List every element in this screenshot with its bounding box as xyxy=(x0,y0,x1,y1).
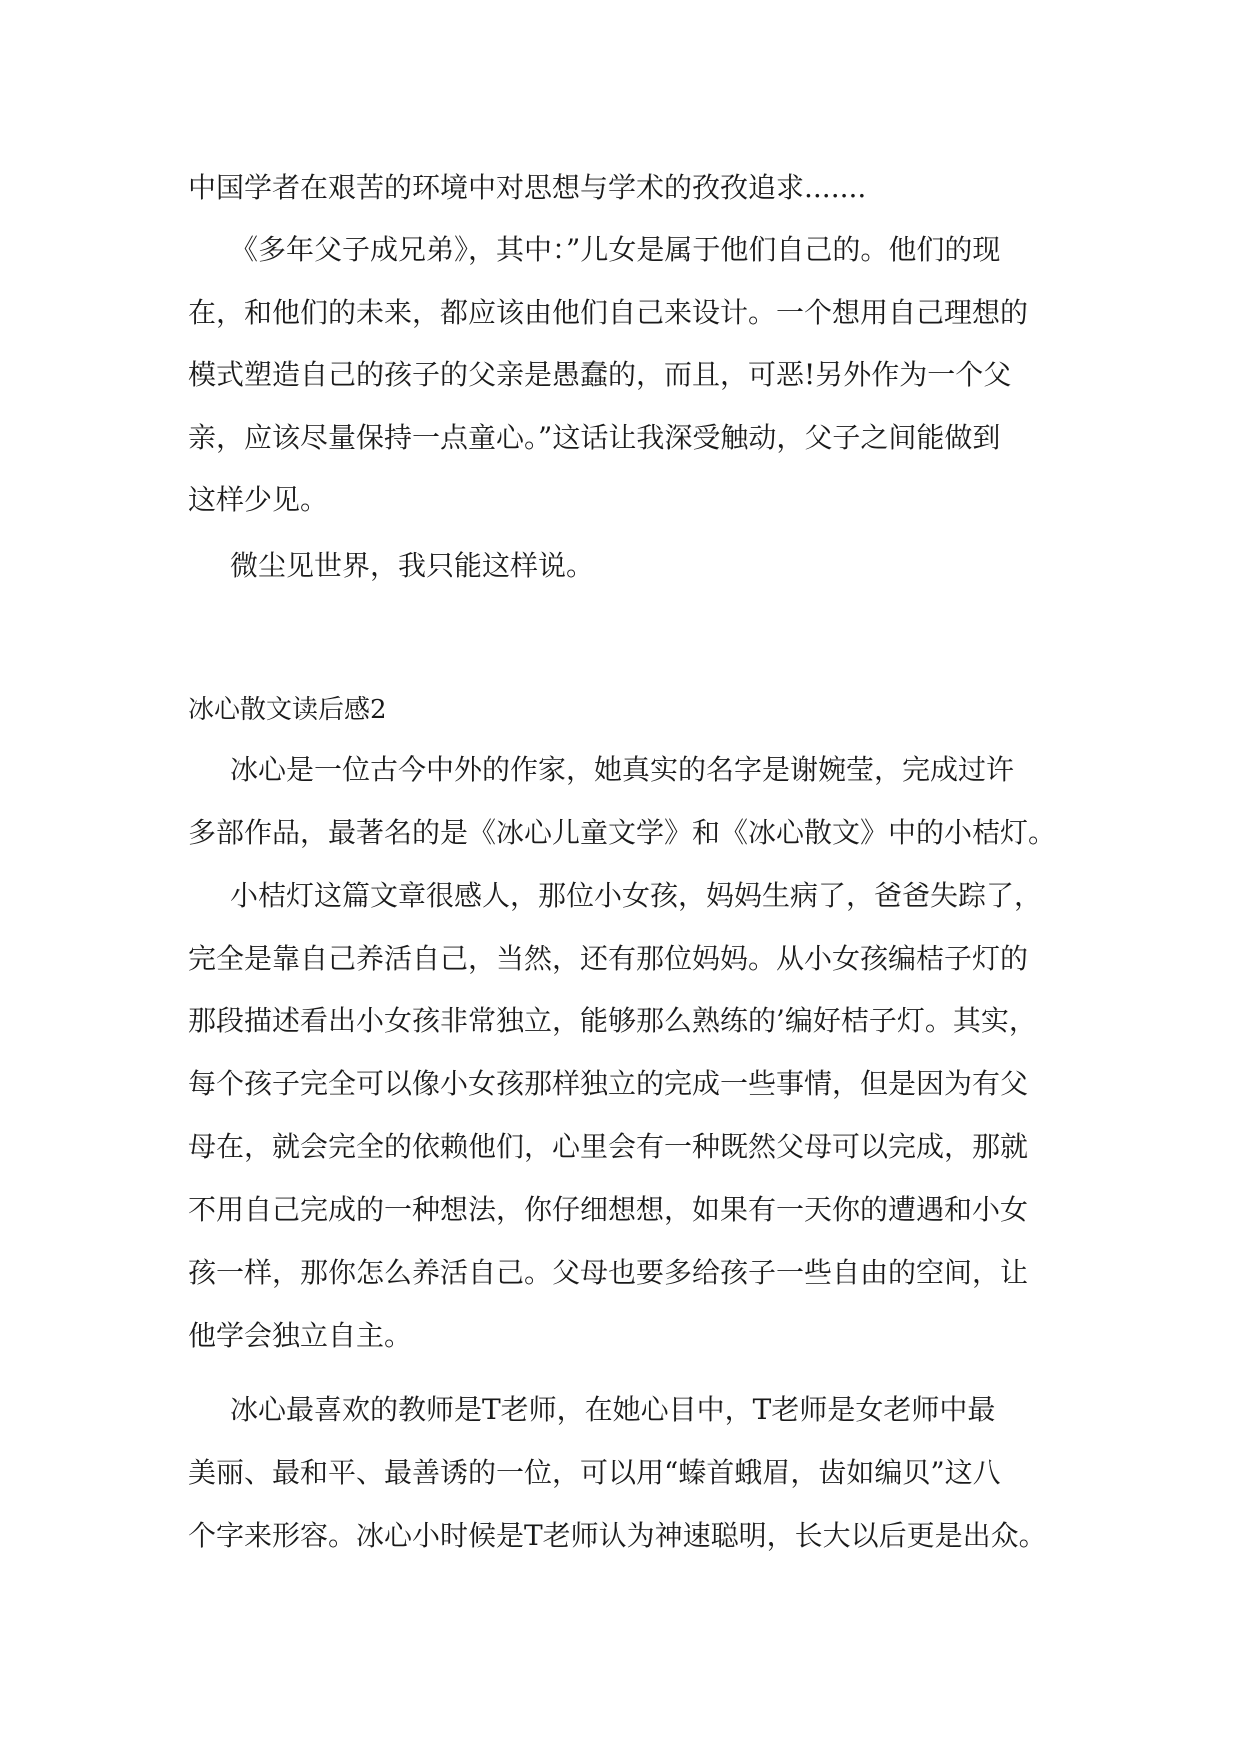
text-line: 母在，就会完全的依赖他们，心里会有一种既然父母可以完成，那就 xyxy=(188,1130,1029,1163)
text-line: 那段描述看出小女孩非常独立，能够那么熟练的’编好桔子灯。其实， xyxy=(188,1004,1037,1037)
text-line: 《多年父子成兄弟》，其中：”儿女是属于他们自己的。他们的现 xyxy=(230,233,1001,266)
text-line: 孩一样，那你怎么养活自己。父母也要多给孩子一些自由的空间，让 xyxy=(188,1256,1029,1289)
text-line: 多部作品，最著名的是《冰心儿童文学》和《冰心散文》中的小桔灯。 xyxy=(188,816,1057,849)
text-line: 小桔灯这篇文章很感人，那位小女孩，妈妈生病了，爸爸失踪了， xyxy=(230,879,1043,912)
text-line: 完全是靠自己养活自己，当然，还有那位妈妈。从小女孩编桔子灯的 xyxy=(188,942,1029,975)
text-line: 冰心是一位古今中外的作家，她真实的名字是谢婉莹，完成过许 xyxy=(230,753,1015,786)
text-line: 亲，应该尽量保持一点童心。”这话让我深受触动，父子之间能做到 xyxy=(188,421,1001,454)
text-line: 在，和他们的未来，都应该由他们自己来设计。一个想用自己理想的 xyxy=(188,296,1029,329)
section-heading: 冰心散文读后感2 xyxy=(188,695,387,725)
text-line: 个字来形容。冰心小时候是T老师认为神速聪明，长大以后更是出众。 xyxy=(188,1519,1047,1552)
text-line: 冰心最喜欢的教师是T老师，在她心目中，T老师是女老师中最 xyxy=(230,1393,996,1426)
text-line: 微尘见世界，我只能这样说。 xyxy=(230,549,595,582)
text-line: 美丽、最和平、最善诱的一位，可以用“螓首蛾眉，齿如编贝”这八 xyxy=(188,1456,1001,1489)
text-line: 每个孩子完全可以像小女孩那样独立的完成一些事情，但是因为有父 xyxy=(188,1067,1029,1100)
text-line: 这样少见。 xyxy=(188,483,329,516)
text-line: 中国学者在艰苦的环境中对思想与学术的孜孜追求....... xyxy=(188,171,867,204)
text-line: 不用自己完成的一种想法，你仔细想想，如果有一天你的遭遇和小女 xyxy=(188,1193,1029,1226)
text-line: 他学会独立自主。 xyxy=(188,1319,413,1352)
text-line: 模式塑造自己的孩子的父亲是愚蠢的，而且，可恶!另外作为一个父 xyxy=(188,358,1012,391)
